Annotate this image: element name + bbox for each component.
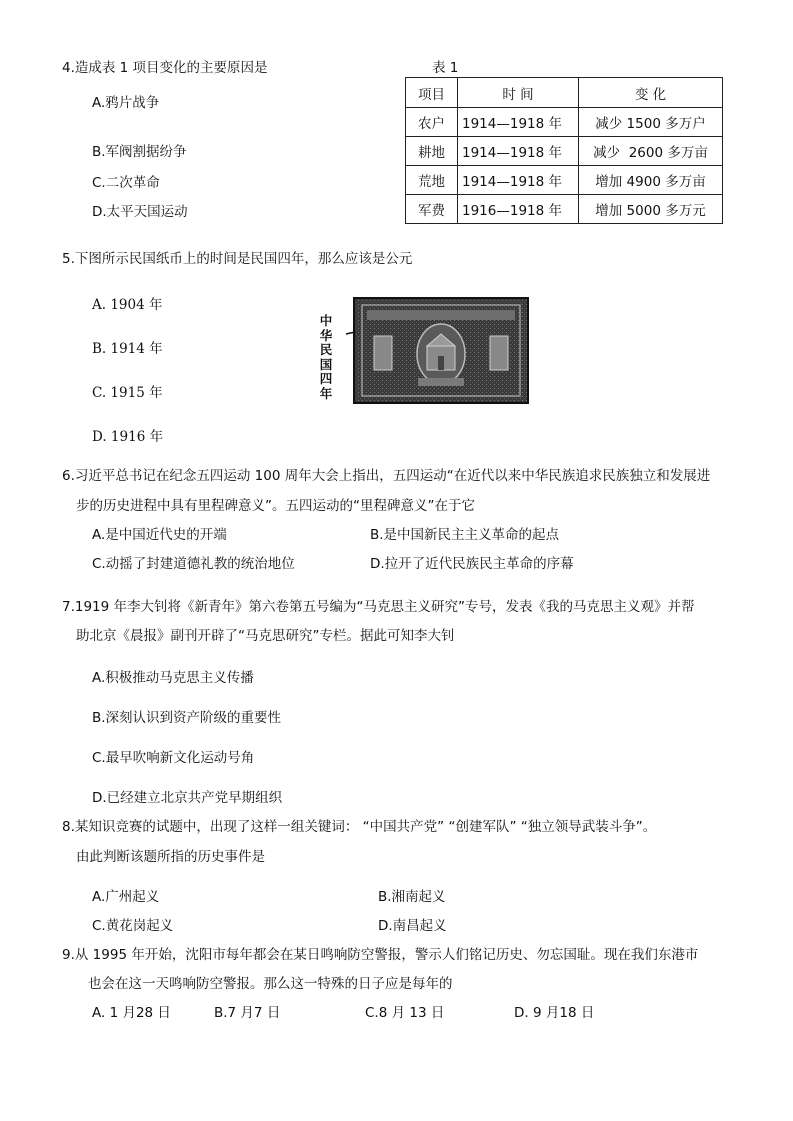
question-7-option-d[interactable]: D.已经建立北京共产党早期组织 bbox=[92, 790, 283, 806]
question-6-option-a[interactable]: A.是中国近代史的开端 bbox=[92, 527, 227, 543]
question-4-option-b[interactable]: B.军阀割据纷争 bbox=[92, 144, 187, 160]
question-4-option-c[interactable]: C.二次革命 bbox=[92, 175, 160, 191]
table-1 bbox=[405, 77, 723, 224]
question-8-stem-line2: 由此判断该题所指的历史事件是 bbox=[76, 849, 265, 865]
question-6-option-b[interactable]: B.是中国新民主主义革命的起点 bbox=[370, 527, 560, 543]
question-9-option-a[interactable]: A. 1 月28 日 bbox=[92, 1005, 171, 1021]
question-6-option-d[interactable]: D.拉开了近代民族民主革命的序幕 bbox=[370, 556, 574, 572]
question-7-stem-line2: 助北京《晨报》副刊开辟了“马克思研究”专栏。据此可知李大钊 bbox=[76, 628, 455, 644]
question-8-option-b[interactable]: B.湘南起义 bbox=[378, 889, 446, 905]
banknote-image bbox=[318, 296, 530, 406]
table-cell: 军费 bbox=[406, 195, 458, 224]
table-cell: 减少 2600 多万亩 bbox=[579, 137, 723, 166]
question-9-option-c[interactable]: C.8 月 13 日 bbox=[365, 1005, 445, 1021]
question-4-option-a[interactable]: A.鸦片战争 bbox=[92, 95, 160, 111]
table-row bbox=[406, 137, 723, 166]
table-header-row bbox=[406, 78, 723, 108]
table-header-time: 时 间 bbox=[458, 78, 579, 108]
question-9-option-d[interactable]: D. 9 月18 日 bbox=[514, 1005, 595, 1021]
question-5-stem: 5.下图所示民国纸币上的时间是民国四年，那么应该是公元 bbox=[62, 251, 413, 267]
question-7-option-a[interactable]: A.积极推动马克思主义传播 bbox=[92, 670, 254, 686]
question-6-stem-line2: 步的历史进程中具有里程碑意义”。五四运动的“里程碑意义”在于它 bbox=[76, 498, 475, 514]
table-cell: 减少 1500 多万户 bbox=[579, 108, 723, 137]
table-cell: 1914—1918 年 bbox=[458, 108, 579, 137]
question-9-stem-line1: 9.从 1995 年开始，沈阳市每年都会在某日鸣响防空警报，警示人们铭记历史、勿忘国耻。现在我们东港市 bbox=[62, 947, 699, 963]
question-6-stem-line1: 6.习近平总书记在纪念五四运动 100 周年大会上指出，五四运动“在近代以来中华民族追求民族独立和发展进 bbox=[62, 468, 711, 484]
question-7-option-b[interactable]: B.深刻认识到资产阶级的重要性 bbox=[92, 710, 282, 726]
question-5-option-d[interactable]: D. 1916 年 bbox=[92, 429, 164, 445]
table-cell: 耕地 bbox=[406, 137, 458, 166]
question-7-stem-line1: 7.1919 年李大钊将《新青年》第六卷第五号编为“马克思主义研究”专号，发表《我的马克思主义观》并帮 bbox=[62, 599, 695, 615]
table-row bbox=[406, 108, 723, 137]
table-cell: 增加 4900 多万亩 bbox=[579, 166, 723, 195]
table-cell: 1914—1918 年 bbox=[458, 137, 579, 166]
question-8-option-a[interactable]: A.广州起义 bbox=[92, 889, 160, 905]
table-cell: 荒地 bbox=[406, 166, 458, 195]
banknote-figure bbox=[318, 296, 530, 406]
table-cell: 1914—1918 年 bbox=[458, 166, 579, 195]
question-7-option-c[interactable]: C.最早吹响新文化运动号角 bbox=[92, 750, 255, 766]
question-5-option-a[interactable]: A. 1904 年 bbox=[92, 297, 163, 313]
question-8-option-c[interactable]: C.黄花岗起义 bbox=[92, 918, 174, 934]
question-9-stem-line2: 也会在这一天鸣响防空警报。那么这一特殊的日子应是每年的 bbox=[88, 976, 453, 992]
question-5-option-b[interactable]: B. 1914 年 bbox=[92, 341, 163, 357]
table-cell: 增加 5000 多万元 bbox=[579, 195, 723, 224]
question-8-stem-line1: 8.某知识竞赛的试题中，出现了这样一组关键词： “中国共产党” “创建军队” “独立领导武装斗争”。 bbox=[62, 819, 657, 835]
question-4-stem: 4.造成表 1 项目变化的主要原因是 bbox=[62, 60, 268, 76]
question-5-option-c[interactable]: C. 1915 年 bbox=[92, 385, 163, 401]
table-row bbox=[406, 166, 723, 195]
table-cell: 农户 bbox=[406, 108, 458, 137]
table-1-caption: 表 1 bbox=[432, 60, 459, 76]
table-header-item: 项目 bbox=[406, 78, 458, 108]
table-row bbox=[406, 195, 723, 224]
banknote-date-label: 中华民国四年 bbox=[319, 313, 333, 401]
question-6-option-c[interactable]: C.动摇了封建道德礼教的统治地位 bbox=[92, 556, 295, 572]
table-cell: 1916—1918 年 bbox=[458, 195, 579, 224]
question-8-option-d[interactable]: D.南昌起义 bbox=[378, 918, 447, 934]
question-9-option-b[interactable]: B.7 月7 日 bbox=[214, 1005, 281, 1021]
table-header-change: 变 化 bbox=[579, 78, 723, 108]
question-4-option-d[interactable]: D.太平天国运动 bbox=[92, 204, 188, 220]
